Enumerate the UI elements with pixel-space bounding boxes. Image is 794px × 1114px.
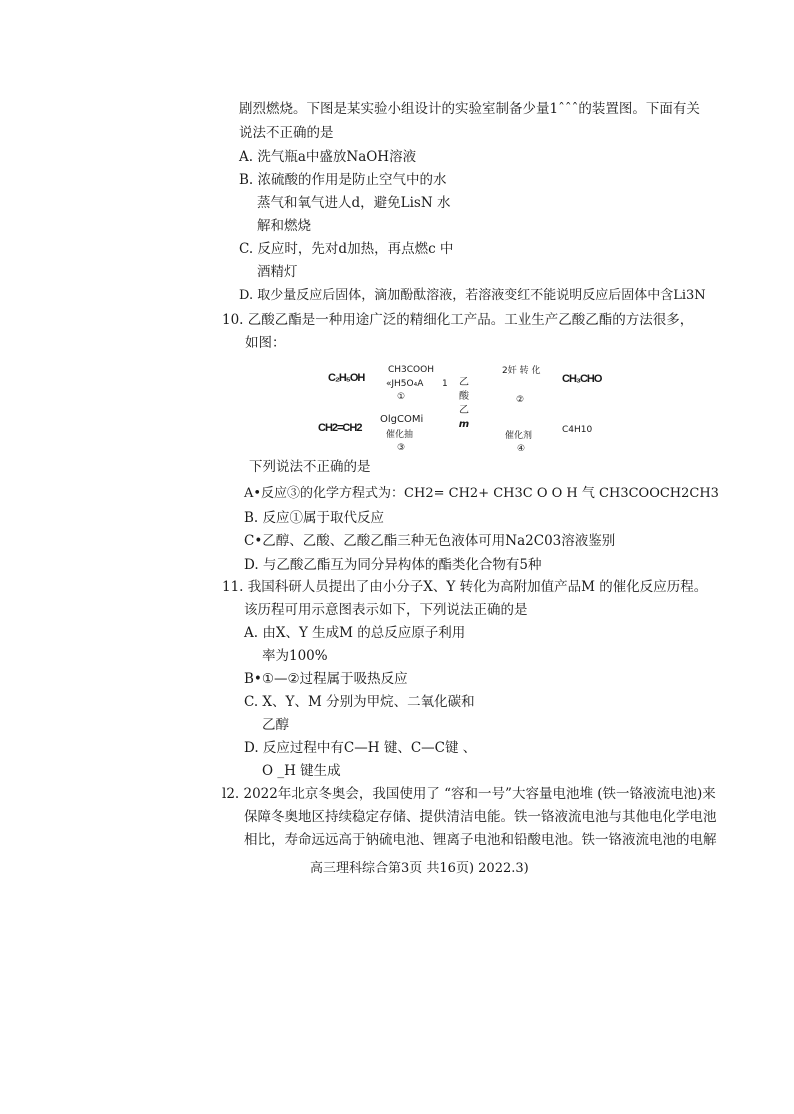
q11-option-c-line1: C. X、Y、M 分别为甲烷、二氧化碳和 <box>244 694 475 710</box>
center-char-3: 乙 <box>459 405 469 416</box>
reaction3-reagent-bottom: 催化抽 <box>386 430 414 440</box>
reaction2-reagent-top: 2奸 转 化 <box>502 366 541 376</box>
q12-line3: 相比，寿命远远高于钠硫电池、锂离子电池和铅酸电池。铁一铬液流电池的电解 <box>244 832 717 848</box>
q11-line2: 该历程可用示意图表示如下，下列说法正确的是 <box>244 602 528 618</box>
reaction3-reagent-top: OlgCOMi <box>380 414 424 425</box>
q11-option-c-line2: 乙醇 <box>262 717 289 733</box>
q12-line1: l2. 2022年北京冬奥会，我国使用了 “容和一号”大容量电池堆 (铁一铬液流电池)来 <box>222 786 716 802</box>
q11-option-b: B•①—②过程属于吸热反应 <box>244 671 408 687</box>
q9-option-c-line2: 酒精灯 <box>257 264 298 280</box>
q10-option-b: B. 反应①属于取代反应 <box>244 510 385 526</box>
q11-option-d-line2: O _H 键生成 <box>262 763 341 779</box>
q11-option-a-line1: A. 由X、Y 生成M 的总反应原子利用 <box>244 625 466 641</box>
reaction2-number: ② <box>516 395 525 405</box>
page-footer: 高三理科综合第3页 共16页) 2022.3) <box>310 861 529 876</box>
acetaldehyde-label: CH₃CHO <box>562 373 602 385</box>
ethanol-label: C₂H₅OH <box>328 372 365 384</box>
q10-option-a: A•反应③的化学方程式为：CH2= CH2+ CH3C O O H 气 CH3COOCH2CH3 <box>244 486 719 501</box>
ethylene-label: CH2=CH2 <box>318 422 362 434</box>
q11-line1: 11. 我国科研人员提出了由小分子X、Y 转化为高附加值产品M 的催化反应历程。 <box>222 579 708 595</box>
q9-option-b-line2: 蒸气和氧气进人d，避免LisN 水 <box>257 195 451 211</box>
q10-stem: 下列说法不正确的是 <box>249 459 371 475</box>
q10-line2: 如图： <box>245 335 286 351</box>
q9-option-d: D. 取少量反应后固体，滴加酚酞溶液，若溶液变红不能说明反应后固体中含Li3N <box>239 288 706 303</box>
center-mark: m <box>458 419 470 430</box>
q9-line1: 剧烈燃烧。下图是某实验小组设计的实验室制备少量1ˆˆˆ的装置图。下面有关 <box>239 101 700 117</box>
q11-option-a-line2: 率为100% <box>262 648 328 664</box>
butane-label: C4H10 <box>562 425 593 435</box>
q9-option-c-line1: C. 反应时，先对d加热，再点燃c 中 <box>239 241 454 257</box>
q10-line1: 10. 乙酸乙酯是一种用途广泛的精细化工产品。工业生产乙酸乙酯的方法很多， <box>222 312 694 328</box>
center-char-2: 酸 <box>459 391 469 402</box>
q9-option-b-line3: 解和燃烧 <box>257 218 311 234</box>
q12-line2: 保障冬奥地区持续稳定存储、提供清洁电能。铁一铬液流电池与其他电化学电池 <box>244 809 717 825</box>
q9-option-b-line1: B. 浓硫酸的作用是防止空气中的水 <box>239 172 447 188</box>
reaction1-number: ① <box>397 392 406 402</box>
reaction4-number: ④ <box>517 444 526 454</box>
reaction3-number: ③ <box>397 443 406 453</box>
separator-mark: 1 <box>442 379 448 389</box>
q10-option-d: D. 与乙酸乙酯互为同分异构体的酯类化合物有5种 <box>244 557 542 573</box>
reaction4-reagent-bottom: 催化剂 <box>505 431 533 441</box>
center-char-1: 乙 <box>459 377 469 388</box>
q10-option-c: C•乙醇、乙酸、乙酸乙酯三种无色液体可用Na2C03溶液鉴别 <box>244 533 616 549</box>
reaction1-reagent-top: CH3COOH <box>388 365 434 375</box>
q9-option-a: A. 洗气瓶a中盛放NaOH溶液 <box>239 149 417 165</box>
q11-option-d-line1: D. 反应过程中有C—H 键、C—C键 、 <box>244 740 477 756</box>
reaction1-reagent-bottom: «JH5O₄A <box>386 379 424 389</box>
q9-line2: 说法不正确的是 <box>239 125 334 141</box>
